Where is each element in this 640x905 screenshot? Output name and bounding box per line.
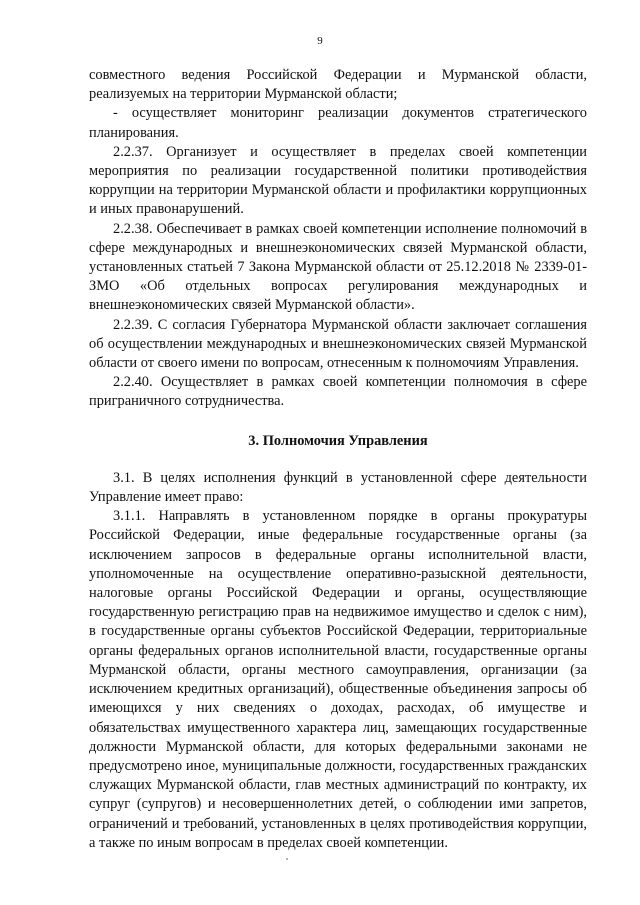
paragraph-2-2-38: 2.2.38. Обеспечивает в рамках своей компетенции исполнение полномочий в сфере международных и внешнеэкономических связей Мурманской области, установленных статьей 7 Закона Мурманской области от 25.12.2018 № 2339-01-ЗМО «Об отдельных вопросах регулирования международных и внешнеэкономических связей Мурманской области».	[89, 220, 587, 314]
page-number: 9	[317, 35, 323, 47]
paragraph-2-2-40: 2.2.40. Осуществляет в рамках своей компетенции полномочия в сфере приграничного сотрудничества.	[89, 374, 587, 410]
paragraph-continuation: совместного ведения Российской Федерации и Мурманской области, реализуемых на территории Мурманской области;	[89, 67, 587, 103]
paragraph-2-2-37: 2.2.37. Организует и осуществляет в пределах своей компетенции мероприятия по реализации государственной политики противодействия коррупции на территории Мурманской области и профилактики коррупционных и иных правонарушений.	[89, 143, 587, 218]
paragraph-3-1: 3.1. В целях исполнения функций в установленной сфере деятельности Управление имеет право:	[89, 469, 587, 506]
paragraph-monitoring: - осуществляет мониторинг реализации документов стратегического планирования.	[89, 105, 587, 141]
section-heading: 3. Полномочия Управления	[248, 432, 428, 449]
paragraph-3-1-1: 3.1.1. Направлять в установленном порядке в органы прокуратуры Российской Федерации, иные федеральные государственные органы (за исключением запросов в федеральные органы исполнительной власти, уполномоченные на осуществление оперативно-разыскной деятельности, налоговые органы Российской Федерации и органы, осуществляющие государственную регистрацию прав на недвижимое имущество и сделок с ним), в государственные органы субъектов Российской Федерации, территориальные органы федеральных органов исполнительной власти, государственные органы Мурманской области, органы местного самоуправления, организации (за исключением кредитных организаций), общественные объединения запросы об имеющихся у них сведениях о доходах, расходах, об имуществе и обязательствах имущественного характера лиц, замещающих государственные должности Мурманской области, для которых федеральными законами не предусмотрено иное, муниципальные должности, государственных гражданских служащих Мурманской области, глав местных администраций по контракту, их супруг (супругов) и несовершеннолетних детей, о соблюдении ими запретов, ограничений и требований, установленных в целях противодействия коррупции, а также по иным вопросам в пределах своей компетенции.	[89, 508, 587, 851]
paragraph-2-2-39: 2.2.39. С согласия Губернатора Мурманской области заключает соглашения об осуществлении международных и внешнеэкономических связей Мурманской области от своего имени по вопросам, отнесенным к полномочиям Управления.	[89, 316, 587, 372]
scan-speck	[286, 858, 288, 860]
document-body	[89, 66, 587, 853]
